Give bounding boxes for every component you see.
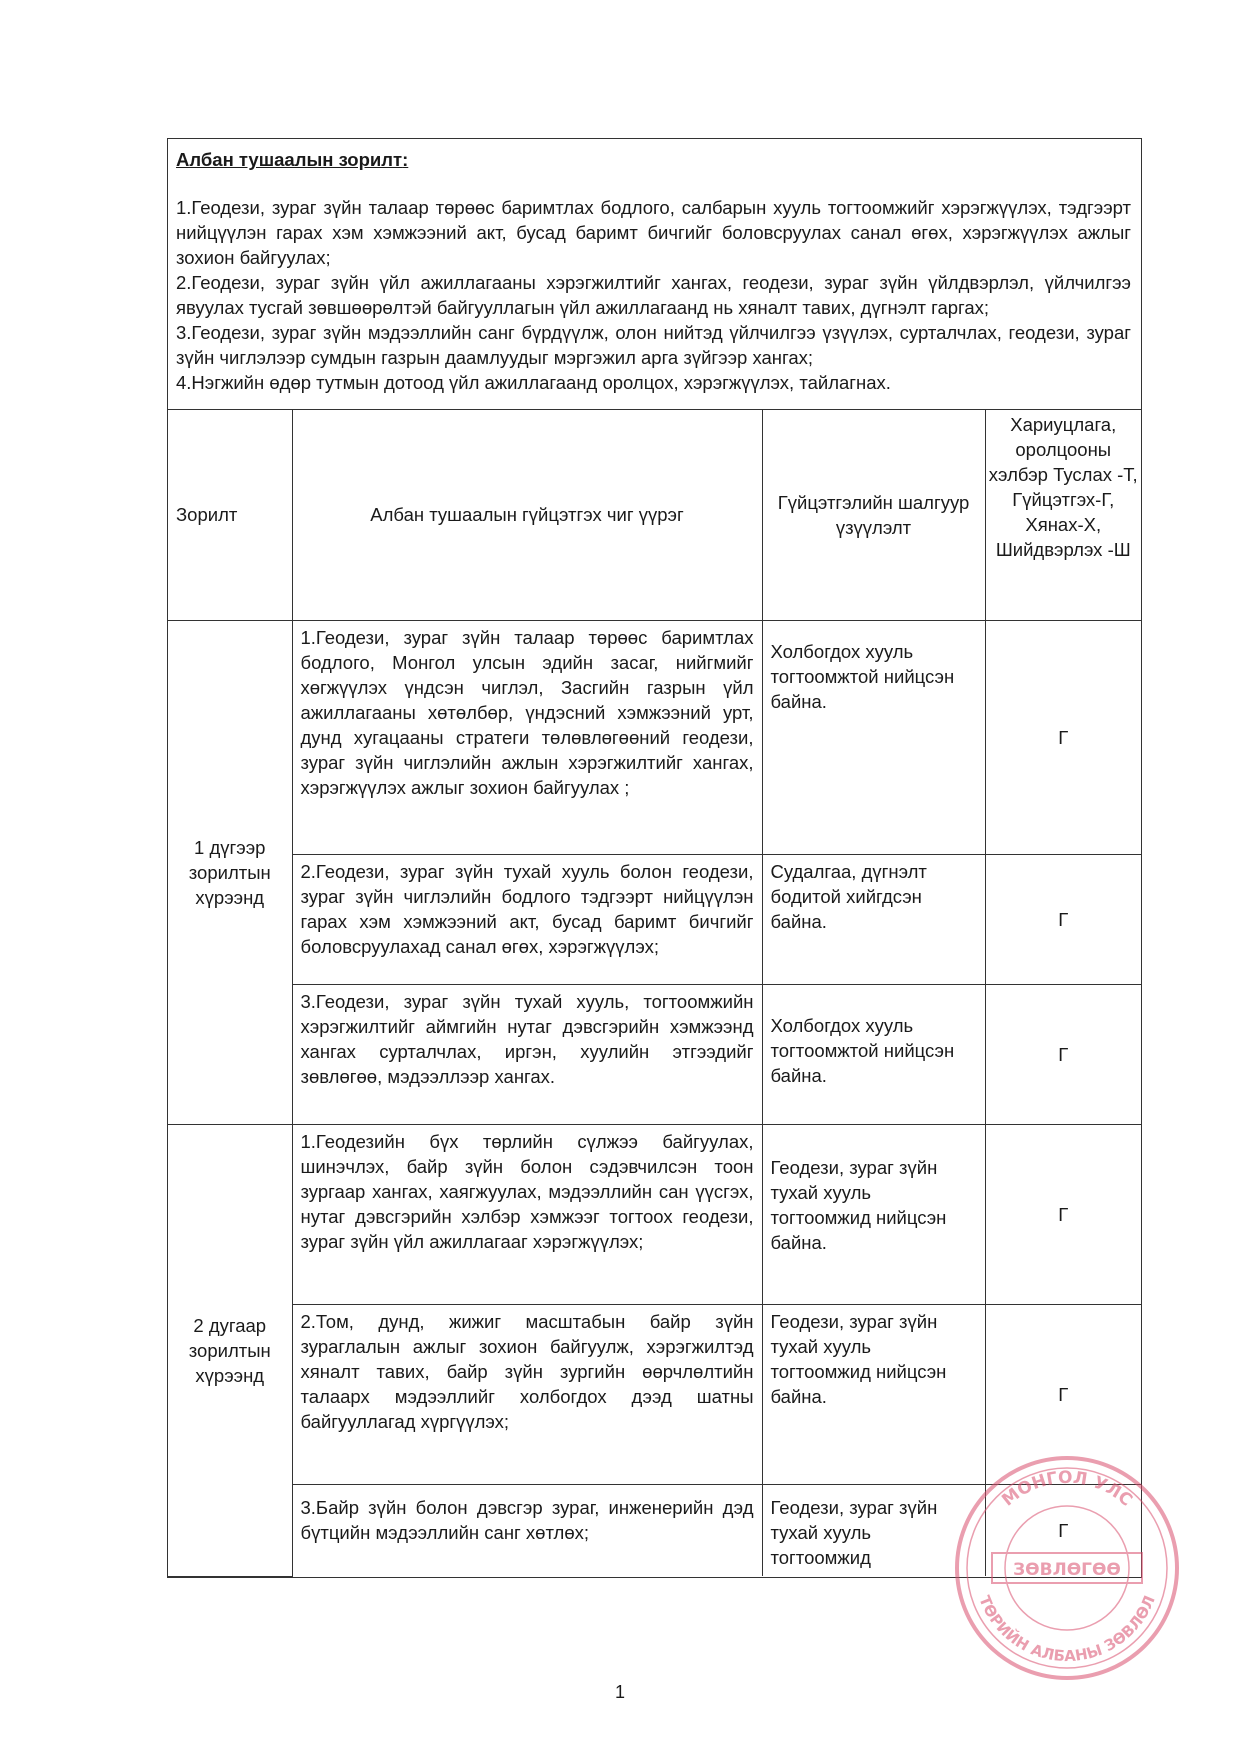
header-goal: Зорилт — [168, 410, 292, 620]
duty-cell: 1.Геодези, зураг зүйн талаар төрөөс баримтлах бодлого, Монгол улсын эдийн засаг, нийгмийг хөгжүүлэх үндсэн чиглэл, Засгийн газрын үйл ажиллагааны хөтөлбөр, үндэсний хэмжээний урт, дунд хугацааны стратеги төлөвлөгөөний геодези, зураг зүйн чиглэлийн ажлын хэрэгжилтийг хангах, хэрэгжүүлэх ажлыг зохион байгуулах ; — [292, 620, 762, 854]
duty-cell: 3.Геодези, зураг зүйн тухай хууль, тогтоомжийн хэрэгжилтийг аймгийн нутаг дэвсгэрийн хэмжээнд хангах сурталчлах, иргэн, хуулийн этгээдийг зөвлөгөө, мэдээллээр хангах. — [292, 984, 762, 1124]
criteria-cell: Геодези, зураг зүйн тухай хууль тогтоомжид — [762, 1484, 985, 1576]
page-number: 1 — [614, 1682, 625, 1702]
seal-top-text: МОНГОЛ УЛС — [998, 1467, 1136, 1511]
form-cell: Г — [985, 1124, 1141, 1304]
form-cell: Г — [985, 854, 1141, 984]
form-cell: Г — [985, 1304, 1141, 1484]
seal-bottom-text: ТӨРИЙН АЛБАНЫ ЗӨВЛӨЛ — [975, 1592, 1159, 1666]
duty-cell: 2.Геодези, зураг зүйн тухай хууль болон геодези, зураг зүйн чиглэлийн бодлого тэдгээрт нийцүүлэн гарах хэм хэмжээний акт, бусад баримт бичгийг боловсруулахад санал өгөх, хэрэгжүүлэх; — [292, 854, 762, 984]
table-row — [168, 854, 1141, 984]
job-description-frame — [167, 138, 1142, 1578]
goal-cell-2: 2 дугаар зорилтын хүрээнд — [168, 1124, 292, 1576]
duty-cell: 2.Том, дунд, жижиг масштабын байр зүйн зураглалын ажлыг зохион байгуулж, хэрэгжилтэд хяналт тавих, байр зүйн зургийн өөрчлөлтийн талаарх мэдээллийг холбогдох дээд шатны байгууллагад хүргүүлэх; — [292, 1304, 762, 1484]
table-row — [168, 620, 1141, 854]
form-cell: Г — [985, 620, 1141, 854]
header-duty: Албан тушаалын гүйцэтгэх чиг үүрэг — [292, 410, 762, 620]
official-seal-stamp — [952, 1453, 1182, 1683]
header-criteria: Гүйцэтгэлийн шалгуур үзүүлэлт — [762, 410, 985, 620]
header-form: Хариуцлага, оролцооны хэлбэр Туслах -Т, Гүйцэтгэх-Г, Хянах-Х, Шийдвэрлэх -Ш — [985, 410, 1141, 620]
table-header-row — [168, 410, 1141, 620]
duties-table — [168, 410, 1141, 1577]
objectives-section — [168, 139, 1141, 410]
seal-center-text: ЗӨВЛӨГӨӨ — [1013, 1560, 1121, 1580]
objective-item-4: 4.Нэгжийн өдөр тутмын дотоод үйл ажиллагаанд оролцох, хэрэгжүүлэх, тайлагнах. — [176, 372, 891, 393]
table-row — [168, 1124, 1141, 1304]
goal-cell-1: 1 дүгээр зорилтын хүрээнд — [168, 620, 292, 1124]
duty-cell: 1.Геодезийн бүх төрлийн сүлжээ байгуулах, шинэчлэх, байр зүйн болон сэдэвчилсэн тоон зургаар хангах, хаягжуулах, мэдээллийн сан үүсгэх, нутаг дэвсгэрийн хэлбэр хэмжээг тогтоох геодези, зураг зүйн үйл ажиллагааг хэрэгжүүлэх; — [292, 1124, 762, 1304]
criteria-cell: Геодези, зураг зүйн тухай хууль тогтоомжид нийцсэн байна. — [762, 1304, 985, 1484]
objectives-title: Албан тушаалын зорилт: — [176, 149, 409, 170]
criteria-cell: Холбогдох хууль тогтоомжтой нийцсэн байна. — [762, 984, 985, 1124]
objective-item-3: 3.Геодези, зураг зүйн мэдээллийн санг бүрдүүлж, олон нийтэд үйлчилгээ үзүүлэх, сурталчлах, геодези, зураг зүйн чиглэлээр сумдын газрын даамлуудыг мэргэжил арга зүйгээр хангах; — [176, 322, 1131, 368]
table-row — [168, 984, 1141, 1124]
form-cell: Г — [985, 984, 1141, 1124]
criteria-cell: Холбогдох хууль тогтоомжтой нийцсэн байна. — [762, 620, 985, 854]
objective-item-1: 1.Геодези, зураг зүйн талаар төрөөс баримтлах бодлого, салбарын хууль тогтоомжийг хэрэгжүүлэх, тэдгээрт нийцүүлэн гарах хэм хэмжээний акт, бусад баримт бичгийг боловсруулах санал өгөх, хэрэгжүүлэх ажлыг зохион байгуулах; — [176, 197, 1131, 268]
duty-cell: 3.Байр зүйн болон дэвсгэр зураг, инженерийн дэд бүтцийн мэдээллийн санг хөтлөх; — [292, 1484, 762, 1576]
form-cell: Г — [985, 1484, 1141, 1576]
criteria-cell: Судалгаа, дүгнэлт бодитой хийгдсэн байна. — [762, 854, 985, 984]
criteria-cell: Геодези, зураг зүйн тухай хууль тогтоомжид нийцсэн байна. — [762, 1124, 985, 1304]
objective-item-2: 2.Геодези, зураг зүйн үйл ажиллагааны хэрэгжилтийг хангах, геодези, зураг зүйн үйлдвэрлэл, үйлчилгээ явуулах тусгай зөвшөөрөлтэй байгууллагын үйл ажиллагаанд нь хяналт тавих, дүгнэлт гаргах; — [176, 272, 1131, 318]
